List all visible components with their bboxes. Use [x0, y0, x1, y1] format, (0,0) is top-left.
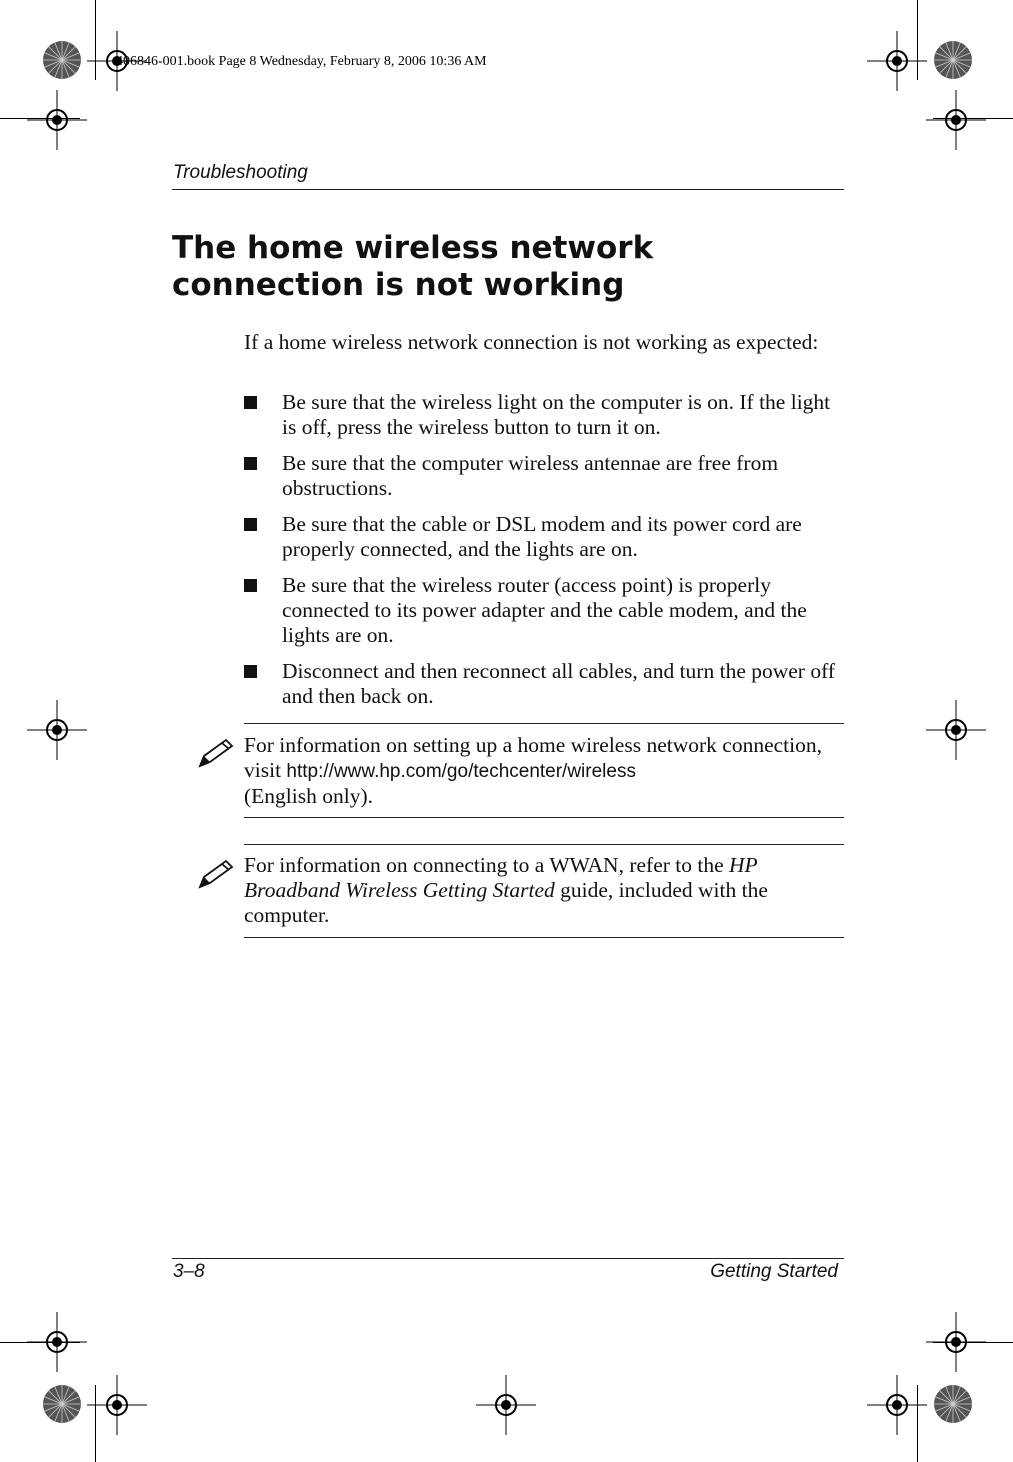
- starburst-target-icon: [42, 1384, 82, 1424]
- page-number: 3–8: [173, 1261, 205, 1282]
- list-item-text: Be sure that the cable or DSL modem and its power cord are properly connected, and the lights are on.: [282, 512, 802, 561]
- starburst-target-icon: [933, 40, 973, 80]
- list-item-text: Be sure that the computer wireless antennae are free from obstructions.: [282, 451, 779, 500]
- crop-mark: [0, 118, 80, 119]
- bullet-square-icon: [244, 396, 257, 409]
- registration-mark-icon: [926, 90, 986, 150]
- bullet-square-icon: [244, 457, 257, 470]
- crop-mark: [95, 1385, 96, 1462]
- list-item-text: Disconnect and then reconnect all cables, and turn the power off and then back on.: [282, 659, 836, 708]
- starburst-target-icon: [42, 40, 82, 80]
- note-wwan: [244, 844, 844, 938]
- crop-mark: [917, 0, 918, 80]
- registration-mark-icon: [926, 700, 986, 760]
- crop-mark: [95, 0, 96, 80]
- bullet-square-icon: [244, 665, 257, 678]
- list-item: [244, 390, 844, 440]
- crop-mark: [0, 1342, 80, 1343]
- registration-mark-icon: [27, 90, 87, 150]
- list-item: [244, 659, 844, 709]
- guide-title: HP Broadband Wireless Getting Started: [244, 853, 758, 902]
- registration-mark-icon: [867, 31, 927, 91]
- bullet-square-icon: [244, 579, 257, 592]
- registration-mark-icon: [867, 1375, 927, 1435]
- header-rule: [172, 189, 844, 190]
- starburst-target-icon: [933, 1384, 973, 1424]
- running-header: Troubleshooting: [173, 162, 308, 183]
- list-item-text: Be sure that the wireless light on the computer is on. If the light is off, press the wireless button to turn it on.: [282, 390, 831, 439]
- note-pencil-icon: [194, 857, 234, 893]
- note-text: For information on setting up a home wireless network connection, visit: [244, 733, 822, 782]
- registration-mark-icon: [476, 1375, 536, 1435]
- registration-mark-icon: [87, 1375, 147, 1435]
- book-title: Getting Started: [710, 1261, 838, 1282]
- crop-mark: [917, 1385, 918, 1462]
- crop-mark: [933, 1342, 1013, 1343]
- bullet-list: [244, 390, 844, 720]
- registration-mark-icon: [27, 700, 87, 760]
- crop-mark: [933, 118, 1013, 119]
- print-slug: 406846-001.book Page 8 Wednesday, February 8, 2006 10:36 AM: [116, 54, 487, 69]
- bullet-square-icon: [244, 518, 257, 531]
- note-text: For information on connecting to a WWAN, refer to the: [244, 853, 730, 877]
- footer-rule: [172, 1258, 844, 1259]
- list-item: [244, 451, 844, 501]
- note-wireless-setup: [244, 723, 844, 818]
- list-item: [244, 573, 844, 648]
- note-pencil-icon: [194, 736, 234, 772]
- note-text-end: (English only).: [244, 784, 373, 808]
- list-item-text: Be sure that the wireless router (access point) is properly connected to its power adapter and the cable modem, and the lights are on.: [282, 573, 807, 647]
- page-title: The home wireless network connection is not working: [172, 230, 654, 303]
- note-text-end: guide, included with the computer.: [244, 878, 768, 927]
- list-item: [244, 512, 844, 562]
- intro-paragraph: If a home wireless network connection is not working as expected:: [244, 330, 819, 354]
- techcenter-link[interactable]: http://www.hp.com/go/techcenter/wireless: [286, 761, 636, 782]
